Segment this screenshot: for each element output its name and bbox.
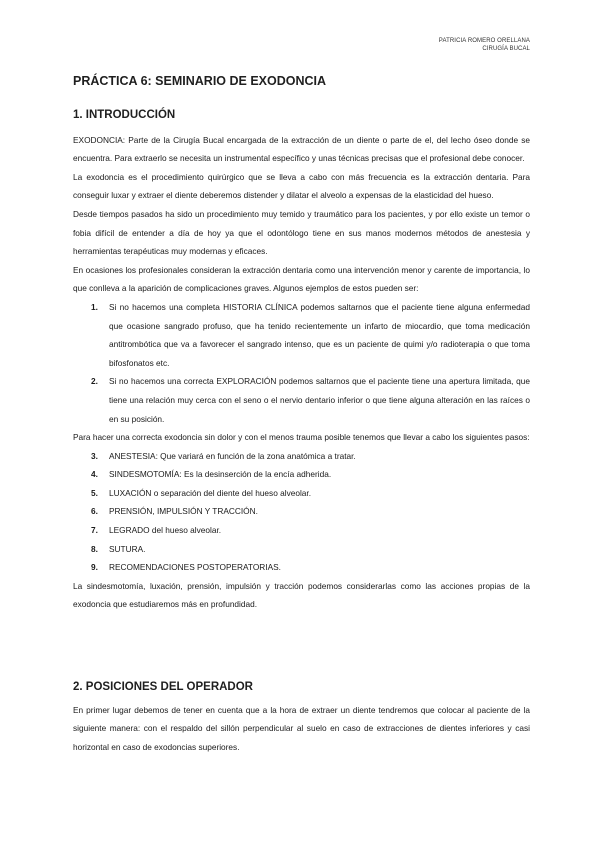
- list-item: [73, 447, 530, 466]
- list-item-text: PRENSIÓN, IMPULSIÓN Y TRACCIÓN.: [109, 506, 258, 517]
- list-item: [73, 540, 530, 559]
- page-header: [439, 37, 530, 53]
- header-author: PATRICIA ROMERO ORELLANA: [438, 38, 530, 44]
- list-item-number: 6.: [91, 506, 98, 517]
- list-item: [73, 521, 530, 540]
- examples-list: [73, 298, 530, 428]
- list-item-number: 8.: [91, 543, 98, 554]
- list-item-number: 3.: [91, 450, 98, 461]
- paragraph-history: Desde tiempos pasados ha sido un procedimiento muy temido y traumático para los pacientes, y por ello existe un temor o fobia difícil de entender a día de hoy ya que el odontólogo tiene en sus manos modernos métodos de anestesia y herramientas terapéuticas muy modernas y eficaces.: [73, 208, 530, 257]
- paragraph-steps-intro: Para hacer una correcta exodoncia sin dolor y con el menos trauma posible tenemos que llevar a cabo los siguientes pasos:: [73, 432, 530, 443]
- list-item-text: LEGRADO del hueso alveolar.: [109, 525, 222, 536]
- list-item: [73, 502, 530, 521]
- list-item-text: Si no hacemos una correcta EXPLORACIÓN podemos saltarnos que el paciente tiene una apertura limitada, que tiene una relación muy cerca con el seno o el nervio dentario inferior o que tiene alguna alteración en las raíces o en su posición.: [109, 376, 530, 424]
- list-item-text: RECOMENDACIONES POSTOPERATORIAS.: [109, 562, 281, 573]
- header-subject: CIRUGÍA BUCAL: [482, 46, 530, 52]
- list-item-number: 1.: [91, 301, 98, 312]
- list-item-number: 4.: [91, 469, 98, 480]
- list-item-text: ANESTESIA: Que variará en función de la zona anatómica a tratar.: [109, 450, 356, 461]
- list-item: [73, 465, 530, 484]
- list-item-number: 5.: [91, 487, 98, 498]
- section-1-heading: 1. INTRODUCCIÓN: [73, 109, 176, 121]
- paragraph-exodoncia-definition: EXODONCIA: Parte de la Cirugía Bucal encargada de la extracción de un diente o parte de el, del lecho óseo donde se encuentra. Para extraerlo se necesita un instrumental específico y unas técnicas precisas que el profesional debe conocer.: [73, 134, 530, 164]
- list-item-text: Si no hacemos una completa HISTORIA CLÍNICA podemos saltarnos que el paciente tiene alguna enfermedad que ocasione sangrado profuso, que ha tenido recientemente un infarto de miocardio, que toma medicación antitrombótica que va a favorecer el sangrado intenso, que es un paciente de quimi y/o radioterapia o que toma bifosfonatos etc.: [109, 301, 530, 368]
- list-item-number: 7.: [91, 525, 98, 536]
- list-item-text: LUXACIÓN o separación del diente del hueso alveolar.: [109, 487, 312, 498]
- list-item: [73, 558, 530, 577]
- section-introduction: [73, 106, 530, 614]
- paragraph-procedure: La exodoncia es el procedimiento quirúrgico que se lleva a cabo con más frecuencia es la extracción dentaria. Para conseguir luxar y extraer el diente deberemos distender y dilatar el alveolo a expensas de la elasticidad del hueso.: [73, 171, 530, 201]
- list-item: [73, 298, 530, 372]
- section-2-heading: 2. POSICIONES DEL OPERADOR: [73, 681, 253, 693]
- list-item: [73, 372, 530, 428]
- paragraph-complications: En ocasiones los profesionales consideran la extracción dentaria como una intervención menor y carente de importancia, lo que conlleva a la aparición de complicaciones graves. Algunos ejemplos de estos pueden ser:: [73, 264, 530, 294]
- list-item-number: 2.: [91, 376, 98, 387]
- paragraph-patient-position: En primer lugar debemos de tener en cuenta que a la hora de extraer un diente tendremos que colocar al paciente de la siguiente manera: con el respaldo del sillón perpendicular al suelo en caso de extracciones de dientes inferiores y casi horizontal en caso de exodoncias superiores.: [73, 704, 530, 752]
- document-title: PRÁCTICA 6: SEMINARIO DE EXODONCIA: [73, 74, 327, 88]
- list-item-text: SINDESMOTOMÍA: Es la desinserción de la encía adherida.: [109, 469, 332, 480]
- steps-list: [73, 447, 530, 577]
- list-item: [73, 484, 530, 503]
- list-item-number: 9.: [91, 562, 98, 573]
- list-item-text: SUTURA.: [109, 543, 146, 554]
- section-operator-positions: [73, 678, 530, 756]
- paragraph-actions: La sindesmotomía, luxación, prensión, impulsión y tracción podemos considerarlas como las acciones propias de la exodoncia que estudiaremos más en profundidad.: [73, 580, 530, 610]
